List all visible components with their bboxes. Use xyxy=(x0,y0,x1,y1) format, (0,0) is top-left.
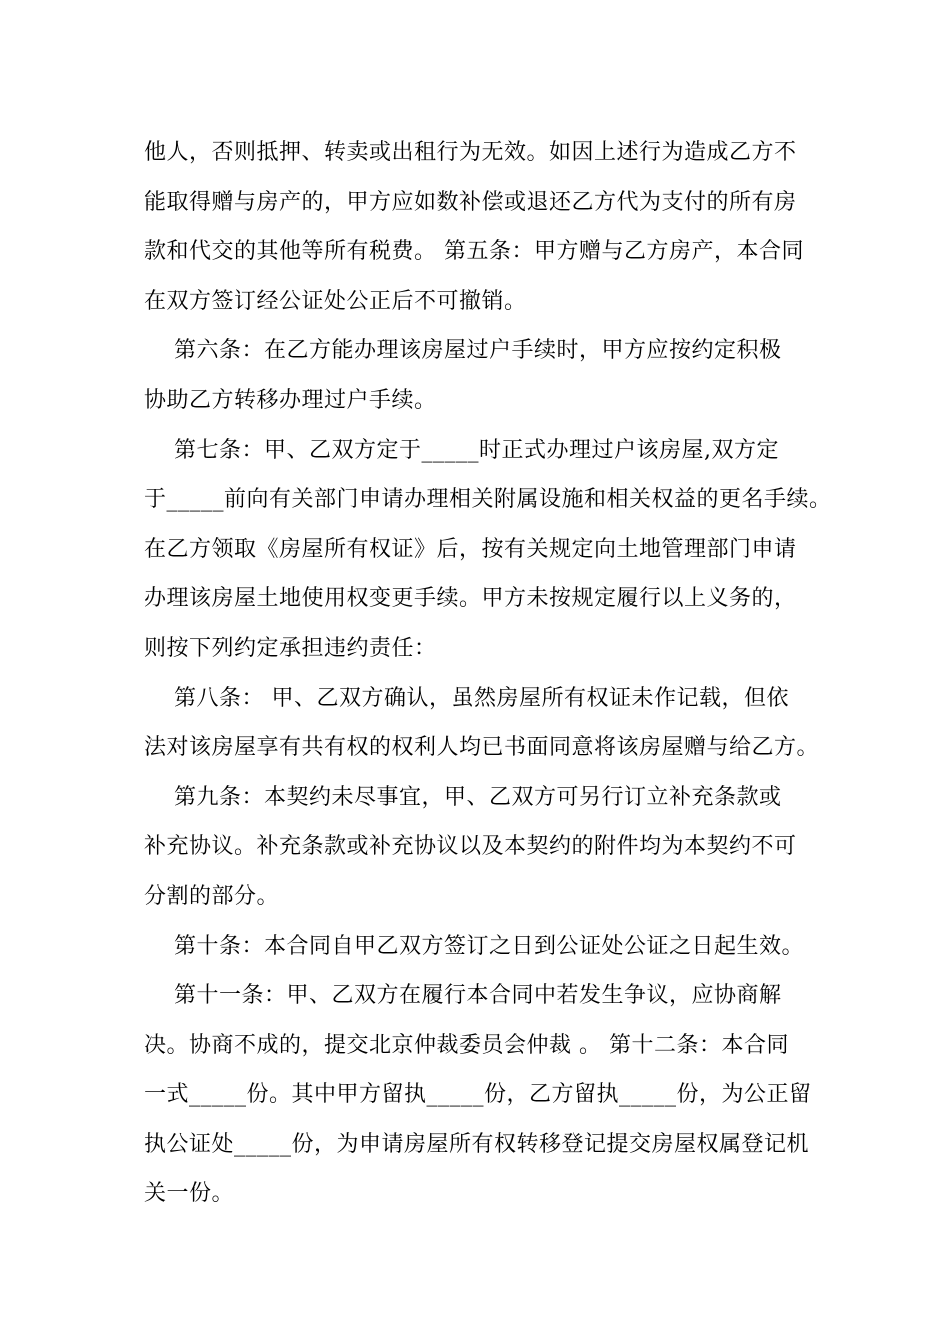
text-line: 关一份。 xyxy=(144,1181,235,1207)
text-line: 分割的部分。 xyxy=(144,883,280,909)
text-line: 执公证处_____份，为申请房屋所有权转移登记提交房屋权属登记机 xyxy=(144,1131,810,1157)
text-line: 款和代交的其他等所有税费。 第五条：甲方赠与乙方房产，本合同 xyxy=(144,239,804,265)
contract-body xyxy=(144,128,832,1219)
text-line: 他人，否则抵押、转卖或出租行为无效。如因上述行为造成乙方不 xyxy=(144,140,797,165)
clause-9-line: 第九条：本契约未尽事宜，甲、乙双方可另行订立补充条款或 xyxy=(144,784,782,810)
clause-8-line: 第八条： 甲、乙双方确认，虽然房屋所有权证未作记载，但依 xyxy=(144,685,789,711)
text-line: 则按下列约定承担违约责任： xyxy=(144,635,437,661)
text-line: 在双方签订经公证处公正后不可撤销。 xyxy=(144,288,527,314)
text-line: 于_____前向有关部门申请办理相关附属设施和相关权益的更名手续。 xyxy=(144,487,832,513)
text-line: 补充协议。补充条款或补充协议以及本契约的附件均为本契约不可 xyxy=(144,834,797,860)
text-line: 在乙方领取《房屋所有权证》后，按有关规定向土地管理部门申请 xyxy=(144,536,797,562)
clause-10-line: 第十条：本合同自甲乙双方签订之日到公证处公证之日起生效。 xyxy=(144,933,804,959)
text-line: 协助乙方转移办理过户手续。 xyxy=(144,387,437,413)
text-line: 一式_____份。其中甲方留执_____份，乙方留执_____份，为公正留 xyxy=(144,1082,812,1108)
text-line: 决。协商不成的，提交北京仲裁委员会仲裁 。 第十二条：本合同 xyxy=(144,1032,789,1058)
clause-6-line: 第六条：在乙方能办理该房屋过户手续时，甲方应按约定积极 xyxy=(144,338,782,364)
clause-11-line: 第十一条：甲、乙双方在履行本合同中若发生争议，应协商解 xyxy=(144,983,782,1009)
text-line: 法对该房屋享有共有权的权利人均已书面同意将该房屋赠与给乙方。 xyxy=(144,735,820,761)
text-line: 能取得赠与房产的，甲方应如数补偿或退还乙方代为支付的所有房 xyxy=(144,189,797,215)
clause-7-line: 第七条：甲、乙双方定于_____时正式办理过户该房屋,双方定 xyxy=(144,437,779,463)
text-line: 办理该房屋土地使用权变更手续。甲方未按规定履行以上义务的， xyxy=(144,586,797,612)
